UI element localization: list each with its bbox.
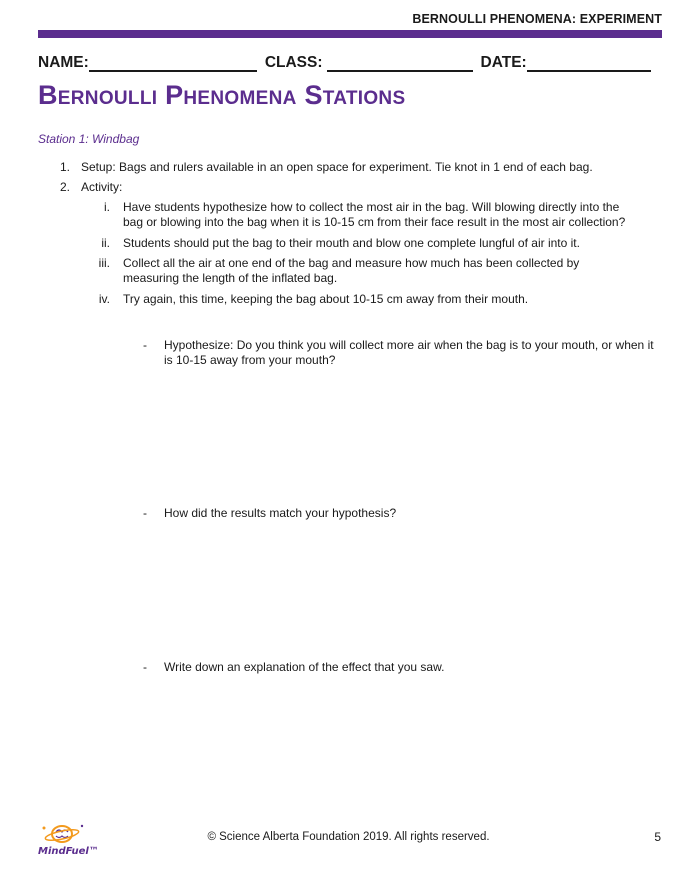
question-line: is 10-15 away from your mouth? <box>164 353 336 367</box>
activity-line: Have students hypothesize how to collect the most air in the bag. Will blowing directly into the <box>123 200 620 214</box>
activity-line: Students should put the bag to their mouth and blow one complete lungful of air into it. <box>123 236 580 250</box>
page-title: Bernoulli Phenomena Stations <box>38 80 406 110</box>
activity-number: iii. <box>98 256 110 270</box>
activity-line: bag or blowing into the bag when it is 10-15 cm from their face result in the most air collection? <box>123 215 626 229</box>
step-number: 2. <box>59 180 70 194</box>
question-line: Write down an explanation of the effect that you saw. <box>164 660 445 674</box>
page-number: 5 <box>654 830 661 844</box>
step-text: Activity: <box>81 180 123 194</box>
class-field[interactable] <box>327 56 473 72</box>
header-title: BERNOULLI PHENOMENA: EXPERIMENT <box>412 12 662 26</box>
name-label: NAME: <box>38 54 89 71</box>
activity-line: Try again, this time, keeping the bag about 10-15 cm away from their mouth. <box>123 292 529 306</box>
answer-area-hypothesis[interactable] <box>164 372 658 492</box>
activity-line: measuring the length of the inflated bag. <box>123 271 338 285</box>
activity-line: Collect all the air at one end of the bag and measure how much has been collected by <box>123 256 580 270</box>
copyright-text: © Science Alberta Foundation 2019. All rights reserved. <box>207 831 490 843</box>
activity-number: iv. <box>98 292 110 306</box>
answer-area-results[interactable] <box>164 526 658 646</box>
header-bar <box>38 30 662 38</box>
date-field[interactable] <box>527 56 651 72</box>
question-line: Hypothesize: Do you think you will collect more air when the bag is to your mouth, or when it <box>164 338 654 352</box>
step-text: Setup: Bags and rulers available in an open space for experiment. Tie knot in 1 end of each bag. <box>81 160 593 174</box>
logo-text: MindFuel™ <box>38 846 99 857</box>
question-line: How did the results match your hypothesis? <box>164 506 397 520</box>
step-number: 1. <box>59 160 70 174</box>
name-field[interactable] <box>89 56 257 72</box>
student-fields <box>38 54 651 72</box>
station-label: Station 1: Windbag <box>38 132 140 146</box>
answer-area-explanation[interactable] <box>164 680 658 810</box>
question-marker: - <box>143 660 147 674</box>
question-marker: - <box>143 506 147 520</box>
date-label: DATE: <box>480 54 527 71</box>
class-label: CLASS: <box>264 54 323 71</box>
activity-number: ii. <box>101 236 110 250</box>
activity-number: i. <box>104 200 110 214</box>
question-marker: - <box>143 338 147 352</box>
